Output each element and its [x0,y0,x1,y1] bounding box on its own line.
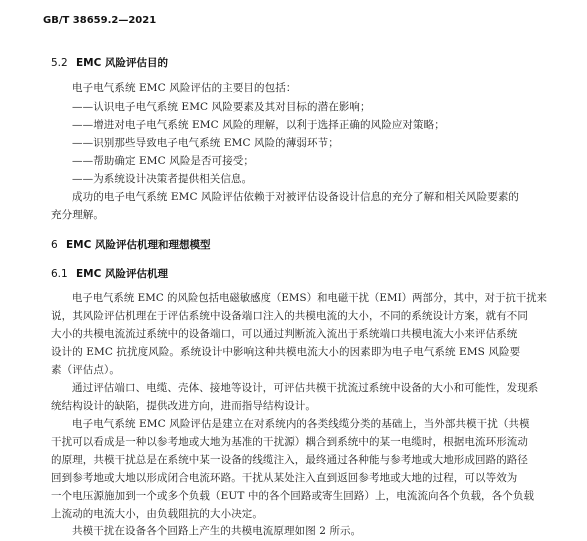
paragraph-line: 大小的共模电流流过系统中的设备端口，可以通过判断流入流出于系统端口共模电流大小来评估系统 [51,328,518,340]
paragraph-line: 共模干扰在设备各个回路上产生的共模电流原理如图 2 所示。 [72,525,362,537]
paragraph-line: 电子电气系统 EMC 风险评估的主要目的包括： [72,82,297,94]
list-item: ——识别那些导致电子电气系统 EMC 风险的薄弱环节； [72,137,339,149]
list-item: ——为系统设计决策者提供相关信息。 [72,173,253,185]
paragraph-line: 电子电气系统 EMC 风险评估是建立在对系统内的各类线缆分类的基础上，当外部共模干扰（共模 [72,418,530,430]
section-number: 6.1 [51,268,68,280]
section-title: EMC 风险评估机理和理想模型 [66,239,211,251]
paragraph-line: 通过评估端口、电缆、壳体、接地等设计，可评估共模干扰流过系统中设备的大小和可能性，发现系 [72,382,539,394]
paragraph-line: 说，其风险评估机理在于评估系统中设备端口注入的共模电流的大小，不同的系统设计方案，就有不同 [51,310,528,322]
paragraph-line: 干扰可以看成是一种以参考地或大地为基准的干扰源）耦合到系统中的某一电缆时，根据电流环形流动 [51,436,528,448]
section-6-1-heading [51,266,168,281]
section-title: EMC 风险评估目的 [76,57,168,69]
section-title: EMC 风险评估机理 [76,268,168,280]
list-item: ——帮助确定 EMC 风险是否可接受； [72,155,255,167]
list-item: ——增进对电子电气系统 EMC 风险的理解，以利于选择正确的风险应对策略； [72,119,445,131]
paragraph-line: 成功的电子电气系统 EMC 风险评估依赖于对被评估设备设计信息的充分了解和相关风险要素的 [72,191,520,203]
list-item: ——认识电子电气系统 EMC 风险要素及其对目标的潜在影响； [72,101,371,113]
section-number: 6 [51,239,58,251]
paragraph-line: 设计的 EMC 抗扰度风险。系统设计中影响这种共模电流大小的因素即为电子电气系统 EMS 风险要 [51,346,521,358]
paragraph-line: 上流动的电流大小，由负载阻抗的大小决定。 [51,508,263,520]
paragraph-line: 的原理，共模干扰总是在系统中某一设备的线缆注入，最终通过各种能与参考地或大地形成回路的路径 [51,454,528,466]
section-6-heading [51,237,210,252]
paragraph-line: 素（评估点）。 [51,364,120,376]
section-5-2-heading [51,55,168,70]
paragraph-line: 充分理解。 [51,209,104,221]
section-number: 5.2 [51,57,68,69]
document-header-id: GB/T 38659.2—2021 [43,15,157,26]
paragraph-line: 电子电气系统 EMC 的风险包括电磁敏感度（EMS）和电磁干扰（EMI）两部分，其中，对于抗干扰来 [72,292,548,304]
paragraph-line: 回到参考地或大地以形成闭合电流环路。干扰从某处注入直到返回参考地或大地的过程，可以等效为 [51,472,518,484]
paragraph-line: 统结构设计的缺陷，提供改进方向，进而指导结构设计。 [51,400,316,412]
paragraph-line: 一个电压源施加到一个或多个负载（EUT 中的各个回路或寄生回路）上，电流流向各个负载，各个负载 [51,490,535,502]
